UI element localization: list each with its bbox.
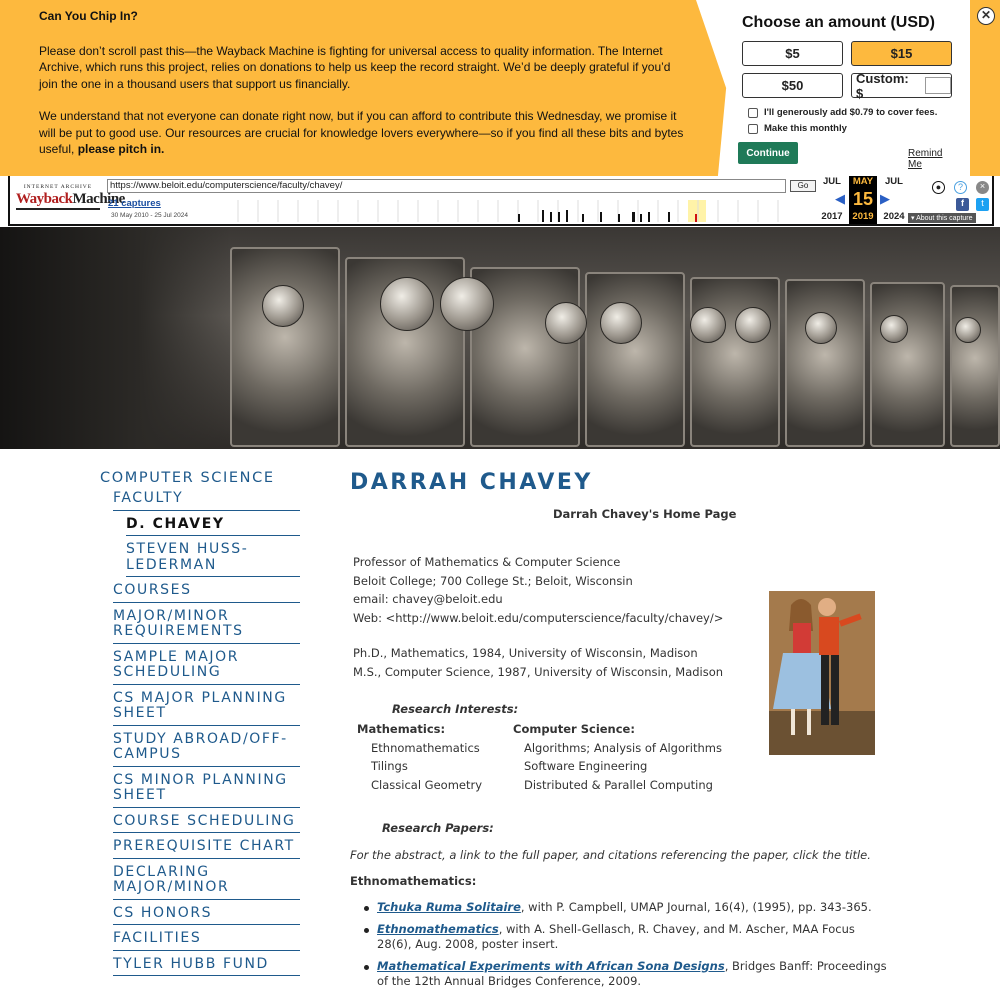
banner-paragraph-2 bbox=[39, 108, 689, 158]
wayback-url-input[interactable]: https://www.beloit.edu/computerscience/faculty/chavey/ bbox=[107, 179, 786, 193]
sidebar-item-faculty[interactable]: FACULTY bbox=[113, 491, 300, 511]
sidebar-item-cs-minor-planning-sheet[interactable]: CS MINOR PLANNING SHEET bbox=[113, 767, 300, 808]
next-capture-arrow-icon[interactable]: ▶ bbox=[880, 191, 890, 206]
capture-sparkline[interactable] bbox=[220, 200, 795, 222]
banner-paragraph-2-text: We understand that not everyone can donate right now, but if you can afford to contribute this Wednesday, we promise it will be put to good use. Our resources are crucial for knowledge lovers everywhere—so if you find all these bits and bytes useful, bbox=[39, 109, 684, 156]
monthly-checkbox[interactable] bbox=[748, 124, 758, 134]
paper-citation: , Bridges Banff: Proceedings of the 12th Annual Bridges Conference, 2009. bbox=[377, 958, 887, 988]
hero-image bbox=[0, 227, 1000, 449]
sidebar-title-computer-science[interactable]: COMPUTER SCIENCE bbox=[100, 470, 275, 486]
math-interest-item: Tilings bbox=[371, 759, 408, 773]
sidebar-item-prerequisite-chart[interactable]: PREREQUISITE CHART bbox=[113, 833, 300, 859]
wayback-logo[interactable] bbox=[16, 184, 125, 210]
cs-interests bbox=[513, 720, 722, 794]
banner-title: Can You Chip In? bbox=[39, 9, 138, 23]
banner-pitch-in: please pitch in. bbox=[77, 142, 165, 156]
ethnomathematics-heading: Ethnomathematics: bbox=[350, 874, 477, 888]
math-interests-heading: Mathematics: bbox=[357, 722, 446, 736]
hero-dial bbox=[805, 312, 837, 344]
monthly-label: Make this monthly bbox=[764, 123, 847, 134]
amount-grid bbox=[742, 41, 956, 101]
monthly-option[interactable] bbox=[748, 123, 956, 134]
sidebar-item-d-chavey[interactable]: D. CHAVEY bbox=[126, 511, 300, 537]
wayback-logo-way: Wayback bbox=[16, 191, 73, 207]
about-capture-link[interactable]: ▾ About this capture bbox=[908, 213, 976, 223]
wayback-logo-machine: Machine bbox=[72, 191, 125, 207]
papers-note: For the abstract, a link to the full paper, and citations referencing the paper, click the title. bbox=[350, 848, 871, 862]
hero-mailbox-door bbox=[950, 285, 1000, 447]
list-item bbox=[363, 922, 893, 953]
paper-citation: , with P. Campbell, UMAP Journal, 16(4), (1995), pp. 343-365. bbox=[520, 900, 872, 914]
education-ms: M.S., Computer Science, 1987, University of Wisconsin, Madison bbox=[353, 664, 724, 679]
continue-button[interactable]: Continue bbox=[738, 142, 798, 164]
custom-amount-label: Custom: $ bbox=[856, 70, 909, 101]
hero-mailbox-door bbox=[785, 279, 865, 447]
hero-mailbox-door bbox=[230, 247, 340, 447]
cover-fees-checkbox[interactable] bbox=[748, 108, 758, 118]
banner-message bbox=[39, 8, 689, 174]
contact-info bbox=[353, 553, 723, 627]
cover-fees-label: I'll generously add $0.79 to cover fees. bbox=[764, 107, 938, 118]
hero-dial bbox=[880, 315, 908, 343]
prev-capture-arrow-icon[interactable]: ◀ bbox=[835, 191, 845, 206]
dancing-couple-image bbox=[769, 591, 875, 755]
about-capture-label: About this capture bbox=[916, 215, 973, 222]
amount-50-button[interactable]: $50 bbox=[742, 73, 843, 98]
amount-15-button[interactable]: $15 bbox=[851, 41, 952, 66]
current-day-label: 15 bbox=[852, 189, 874, 209]
sidebar-item-major-minor-requirements[interactable]: MAJOR/MINOR REQUIREMENTS bbox=[113, 603, 300, 644]
profile-photo bbox=[769, 591, 875, 755]
sidebar-item-facilities[interactable]: FACILITIES bbox=[113, 925, 300, 951]
research-papers-heading: Research Papers: bbox=[382, 821, 494, 835]
sidebar-item-cs-major-planning-sheet[interactable]: CS MAJOR PLANNING SHEET bbox=[113, 685, 300, 726]
facebook-icon[interactable]: f bbox=[956, 198, 969, 211]
hero-dial bbox=[262, 285, 304, 327]
next-month-column[interactable] bbox=[880, 176, 908, 222]
math-interest-item: Ethnomathematics bbox=[371, 740, 480, 755]
next-month-label: JUL bbox=[885, 176, 903, 187]
prev-year-label: 2017 bbox=[821, 211, 843, 222]
cs-interest-item: Distributed & Parallel Computing bbox=[524, 777, 713, 792]
hero-mailbox-door bbox=[870, 282, 945, 447]
hero-dial bbox=[735, 307, 771, 343]
custom-amount-input[interactable] bbox=[925, 77, 951, 94]
current-month-column bbox=[849, 176, 877, 224]
paper-citation: , with A. Shell-Gellasch, R. Chavey, and M. Ascher, MAA Focus 28(6), Aug. 2008, poster insert. bbox=[377, 921, 855, 951]
home-page-heading: Darrah Chavey's Home Page bbox=[553, 507, 737, 521]
close-banner-icon[interactable]: ✕ bbox=[977, 7, 995, 25]
wayback-toolbar bbox=[8, 176, 994, 226]
hero-dial bbox=[600, 302, 642, 344]
hero-mailbox-door bbox=[690, 277, 780, 447]
address-line: Beloit College; 700 College St.; Beloit, Wisconsin bbox=[353, 573, 633, 588]
sidebar-item-course-scheduling[interactable]: COURSE SCHEDULING bbox=[113, 808, 300, 834]
hero-dial bbox=[440, 277, 494, 331]
custom-amount-button[interactable] bbox=[851, 70, 952, 101]
paper-link[interactable]: Mathematical Experiments with African Sona Designs bbox=[377, 958, 725, 973]
cover-fees-option[interactable] bbox=[748, 107, 956, 118]
research-interests-heading: Research Interests: bbox=[392, 702, 519, 716]
user-icon[interactable]: ● bbox=[932, 181, 945, 194]
sidebar-item-declaring-major-minor[interactable]: DECLARING MAJOR/MINOR bbox=[113, 859, 300, 900]
hero-mailbox-door bbox=[585, 272, 685, 447]
web-line[interactable]: Web: <http://www.beloit.edu/computerscience/faculty/chavey/> bbox=[353, 610, 724, 625]
current-month-label: MAY bbox=[852, 176, 874, 187]
paper-link[interactable]: Tchuka Ruma Solitaire bbox=[377, 900, 521, 914]
capture-calendar bbox=[818, 176, 910, 224]
donation-banner bbox=[0, 0, 1000, 176]
cs-interest-item: Algorithms; Analysis of Algorithms bbox=[524, 740, 722, 755]
education-phd: Ph.D., Mathematics, 1984, University of Wisconsin, Madison bbox=[353, 646, 698, 660]
main-content bbox=[350, 470, 910, 988]
sidebar-item-cs-honors[interactable]: CS HONORS bbox=[113, 900, 300, 926]
hero-dial bbox=[545, 302, 587, 344]
hero-dial bbox=[690, 307, 726, 343]
education-info bbox=[353, 644, 723, 681]
amount-5-button[interactable]: $5 bbox=[742, 41, 843, 66]
list-item bbox=[363, 900, 893, 916]
wayback-logo-text bbox=[16, 190, 125, 210]
close-toolbar-icon[interactable]: × bbox=[976, 181, 989, 194]
sidebar-item-tyler-hubb-fund[interactable]: TYLER HUBB FUND bbox=[113, 951, 300, 977]
sidebar-item-study-abroad[interactable]: STUDY ABROAD/OFF-CAMPUS bbox=[113, 726, 300, 767]
captures-link[interactable]: 21 captures bbox=[108, 198, 161, 209]
current-year-label: 2019 bbox=[852, 211, 874, 222]
math-interests bbox=[357, 720, 482, 794]
list-item bbox=[363, 959, 893, 990]
sparkline-capture-bars bbox=[518, 208, 795, 222]
page-title: DARRAH CHAVEY bbox=[350, 470, 593, 495]
sidebar-item-sample-major-scheduling[interactable]: SAMPLE MAJOR SCHEDULING bbox=[113, 644, 300, 685]
twitter-icon[interactable]: t bbox=[976, 198, 989, 211]
prev-month-column[interactable] bbox=[818, 176, 846, 222]
cs-interests-heading: Computer Science: bbox=[513, 722, 635, 736]
capture-range: 30 May 2010 - 25 Jul 2024 bbox=[111, 212, 188, 219]
sidebar-nav bbox=[100, 470, 300, 976]
sidebar-item-courses[interactable]: COURSES bbox=[113, 577, 300, 603]
donate-panel bbox=[742, 14, 956, 170]
email-line[interactable]: email: chavey@beloit.edu bbox=[353, 592, 503, 606]
hero-dial bbox=[955, 317, 981, 343]
sidebar-item-steven-huss-lederman[interactable]: STEVEN HUSS-LEDERMAN bbox=[126, 536, 300, 577]
hero-shadow bbox=[0, 227, 230, 449]
help-icon[interactable]: ? bbox=[954, 181, 967, 194]
choose-amount-heading: Choose an amount (USD) bbox=[742, 14, 935, 31]
paper-link[interactable]: Ethnomathematics bbox=[377, 921, 499, 936]
wayback-go-button[interactable]: Go bbox=[790, 180, 816, 192]
wayback-logo-subtitle: INTERNET ARCHIVE bbox=[23, 184, 93, 190]
papers-list bbox=[363, 900, 893, 996]
remind-me-link[interactable]: Remind Me bbox=[908, 148, 943, 170]
cs-interest-item: Software Engineering bbox=[524, 759, 648, 773]
position-line: Professor of Mathematics & Computer Science bbox=[353, 555, 621, 569]
banner-paragraph-1: Please don’t scroll past this—the Wayback Machine is fighting for universal access to quality information. The Internet Archive, which runs this project, relies on donations to help us keep the record straight. We’d be deeply grateful if you’d join the one in a thousand users that support us financially. bbox=[39, 43, 671, 91]
prev-month-label: JUL bbox=[823, 176, 841, 187]
sparkline-current-bar bbox=[695, 214, 697, 222]
hero-dial bbox=[380, 277, 434, 331]
next-year-label: 2024 bbox=[883, 211, 905, 222]
math-interest-item: Classical Geometry bbox=[371, 777, 483, 792]
